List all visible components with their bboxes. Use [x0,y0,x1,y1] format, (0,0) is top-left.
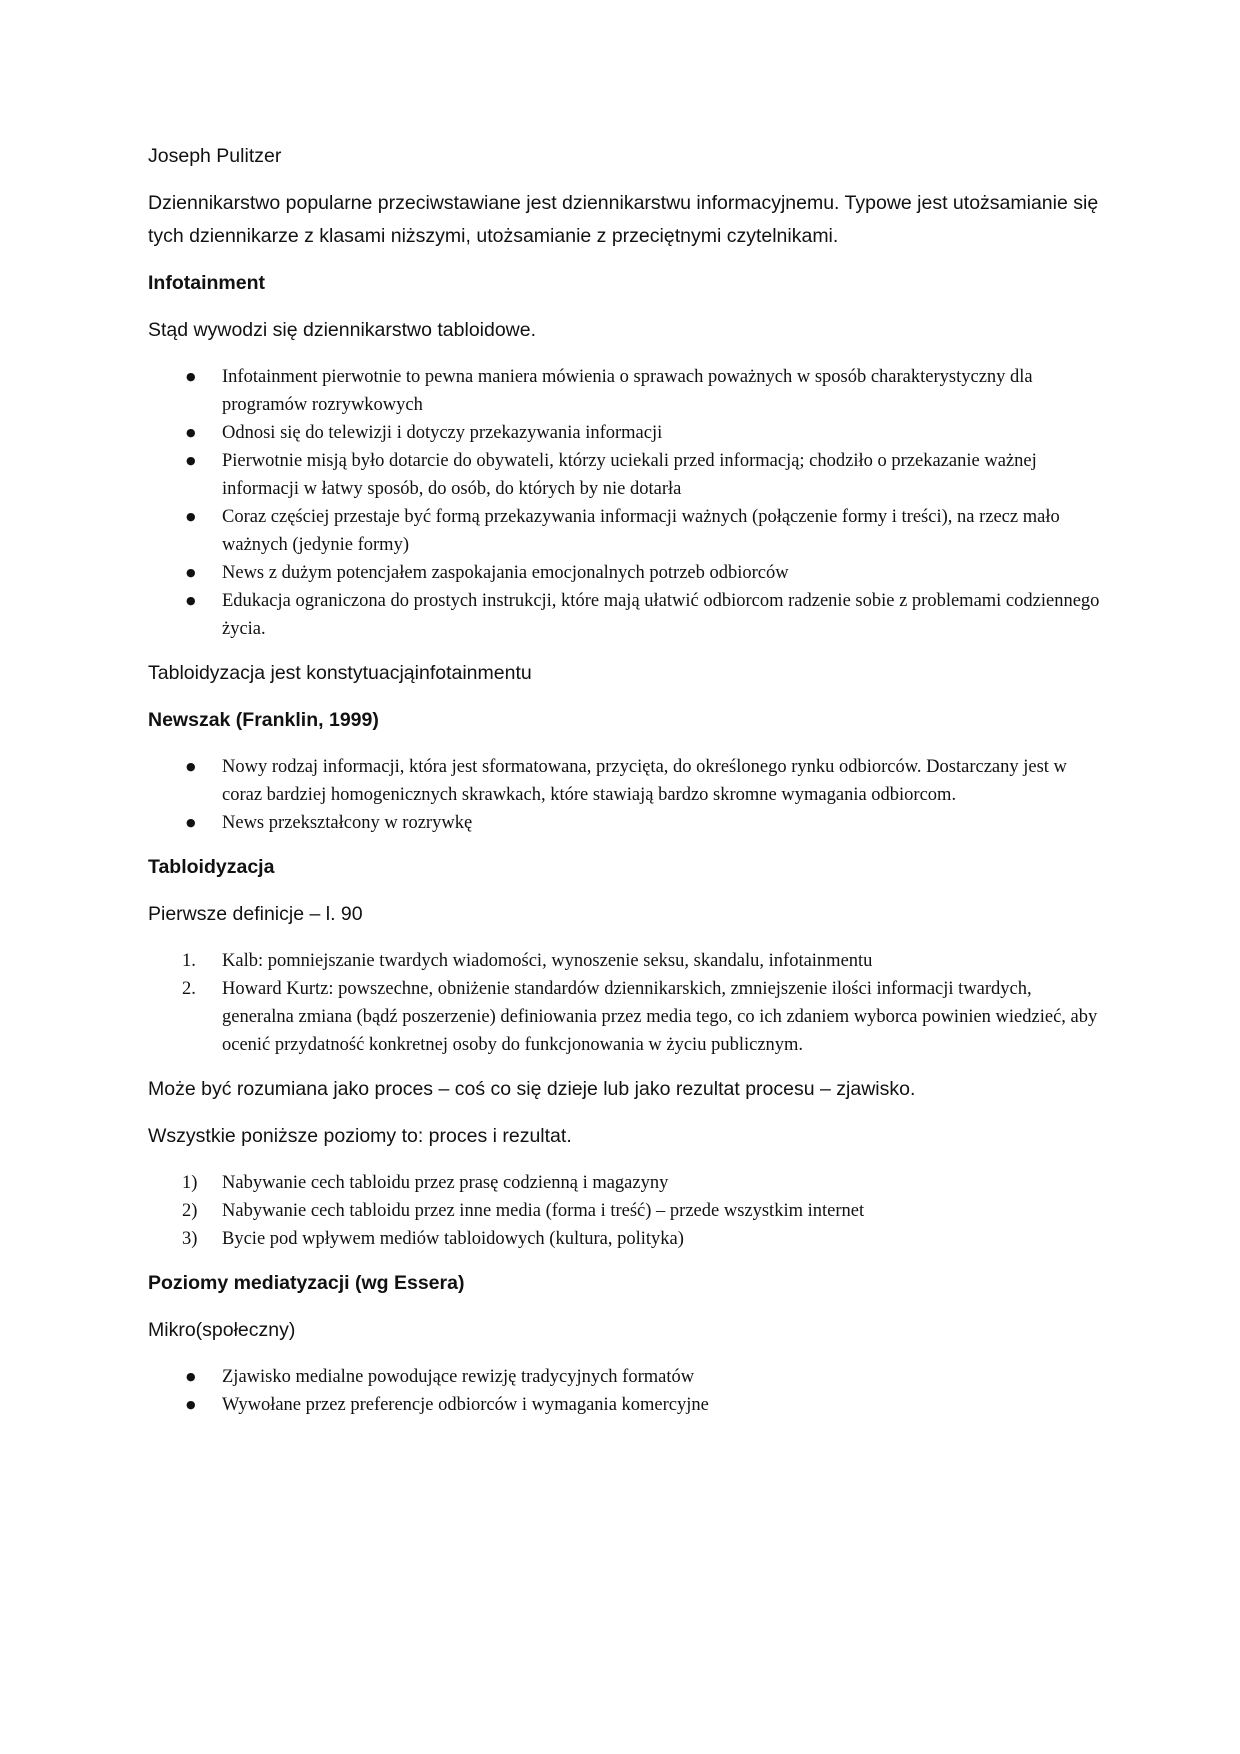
list-item [148,975,1108,1059]
process-note: Może być rozumiana jako proces – coś co się dzieje lub jako rezultat procesu – zjawisko. [148,1078,916,1100]
list-marker: 3) [182,1229,198,1249]
list-item-text: Nabywanie cech tabloidu przez prasę codzienną i magazyny [222,1173,669,1193]
heading-tabloidyzacja: Tabloidyzacja [148,856,275,878]
list-item [148,1197,1108,1225]
intro-paragraph: Dziennikarstwo popularne przeciwstawiane jest dziennikarstwu informacyjnemu. Typowe jest utożsamianie się tych dziennikarze z klasami niższymi, utożsamianie z przeciętnymi czytelnikami. [148,192,1099,247]
list-item-text: Nabywanie cech tabloidu przez inne media (forma i treść) – przede wszystkim internet [222,1201,865,1221]
list-item: ● Edukacja ograniczona do prostych instrukcji, które mają ułatwić odbiorcom radzenie sobie z problemami codziennego życia. [148,587,1108,643]
micro-list [148,1363,1108,1419]
definitions-intro: Pierwsze definicje – l. 90 [148,903,363,925]
micro-label: Mikro(społeczny) [148,1319,296,1341]
origin-paragraph: Stąd wywodzi się dziennikarstwo tabloidowe. [148,319,537,341]
list-item: ● Pierwotnie misją było dotarcie do obywateli, którzy uciekali przed informacją; chodziło o przekazanie ważnej informacji w łatwy sposób, do osób, do których by nie dotarła [148,447,1108,503]
infotainment-list [148,363,1108,643]
list-item-text: Howard Kurtz: powszechne, obniżenie standardów dziennikarskich, zmniejszenie ilości informacji twardych, generalna zmiana (bądź poszerzenie) definiowania przez media tego, co ich zdaniem wyborca powinien wiedzieć, aby ocenić przydatność konkretnej osoby do funkcjonowania w życiu publicznym. [222,979,1098,1055]
list-item: ● Nowy rodzaj informacji, która jest sformatowana, przycięta, do określonego rynku odbiorców. Dostarczany jest w coraz bardziej homogenicznych skrawkach, które stawiają bardzo skromne wymagania odbiorcom. [148,753,1108,809]
list-item: ● News z dużym potencjałem zaspokajania emocjonalnych potrzeb odbiorców [148,559,1108,587]
heading-infotainment: Infotainment [148,272,265,294]
list-item: ● Wywołane przez preferencje odbiorców i wymagania komercyjne [148,1391,1108,1419]
list-marker: 1. [182,951,196,971]
tabloid-note: Tabloidyzacja jest konstytuacjąinfotainmentu [148,662,532,684]
document-page [148,140,1108,1419]
heading-mediatyzacja: Poziomy mediatyzacji (wg Essera) [148,1272,465,1294]
list-item: ● Coraz częściej przestaje być formą przekazywania informacji ważnych (połączenie formy i treści), na rzecz mało ważnych (jedynie formy) [148,503,1108,559]
definitions-list [148,947,1108,1059]
list-marker: 2. [182,979,196,999]
list-item-text: Kalb: pomniejszanie twardych wiadomości, wynoszenie seksu, skandalu, infotainmentu [222,951,873,971]
list-item [148,1169,1108,1197]
levels-list [148,1169,1108,1253]
list-item: ● News przekształcony w rozrywkę [148,809,1108,837]
list-marker: 1) [182,1173,198,1193]
list-item [148,1225,1108,1253]
list-item-text: Bycie pod wpływem mediów tabloidowych (kultura, polityka) [222,1229,684,1249]
list-item [148,947,1108,975]
list-item: ● Zjawisko medialne powodujące rewizję tradycyjnych formatów [148,1363,1108,1391]
levels-intro: Wszystkie poniższe poziomy to: proces i rezultat. [148,1125,572,1147]
document-title: Joseph Pulitzer [148,145,282,167]
heading-newszak: Newszak (Franklin, 1999) [148,709,379,731]
list-marker: 2) [182,1201,198,1221]
newszak-list [148,753,1108,837]
list-item: ● Infotainment pierwotnie to pewna maniera mówienia o sprawach poważnych w sposób charakterystyczny dla programów rozrywkowych [148,363,1108,419]
list-item: ● Odnosi się do telewizji i dotyczy przekazywania informacji [148,419,1108,447]
